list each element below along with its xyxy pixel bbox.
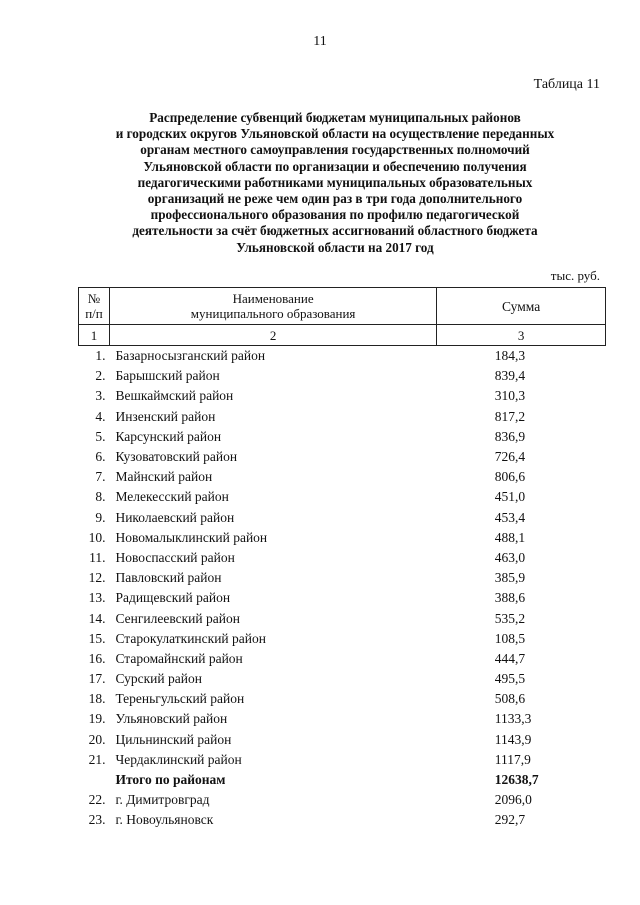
- row-number: 3.: [95, 388, 106, 404]
- header-num-line1: №: [87, 291, 101, 306]
- table-row: [79, 669, 606, 689]
- row-number: 6.: [95, 449, 106, 465]
- title-line: профессионального образования по профилю педагогической: [150, 207, 520, 223]
- row-number: 15.: [88, 630, 106, 646]
- page-number: 11: [313, 34, 327, 49]
- row-value: 836,9: [494, 428, 526, 444]
- table-row: [79, 709, 606, 729]
- row-value: 806,6: [494, 469, 526, 485]
- title-line: Распределение субвенций бюджетам муниципальных районов: [149, 110, 521, 125]
- row-name: Тереньгульский район: [115, 691, 245, 707]
- row-value: 2096,0: [494, 792, 532, 808]
- row-number: 14.: [88, 610, 106, 626]
- table-body: [79, 346, 606, 831]
- table-label: Таблица 11: [533, 77, 600, 92]
- row-value: 184,3: [494, 348, 526, 364]
- row-value: 444,7: [494, 650, 526, 666]
- header-name-line1: Наименование: [232, 291, 314, 306]
- row-name: Кузоватовский район: [115, 449, 238, 465]
- row-name: Сенгилеевский район: [115, 610, 240, 626]
- title-line: органам местного самоуправления государственных полномочий: [140, 142, 530, 158]
- row-number: 16.: [88, 650, 106, 666]
- header-row: [79, 288, 606, 325]
- table-row: [79, 366, 606, 386]
- table-row: [79, 790, 606, 810]
- row-value: 310,3: [494, 388, 526, 404]
- total-row: [79, 770, 606, 790]
- row-number: 8.: [95, 489, 106, 505]
- row-name: Инзенский район: [115, 408, 216, 424]
- row-name: Павловский район: [115, 570, 222, 586]
- row-value: 463,0: [494, 549, 526, 565]
- row-value: 817,2: [494, 408, 526, 424]
- row-value: 292,7: [494, 812, 526, 828]
- table-row: [79, 629, 606, 649]
- row-value: 488,1: [494, 529, 526, 545]
- header-name: [109, 288, 436, 325]
- row-value: 535,2: [494, 610, 526, 626]
- table-row: [79, 447, 606, 467]
- row-value: 385,9: [494, 570, 526, 586]
- row-name: Старомайнский район: [115, 650, 243, 666]
- row-value: 495,5: [494, 671, 526, 687]
- row-number: 7.: [95, 469, 106, 485]
- row-value: 839,4: [494, 368, 526, 384]
- table-row: [79, 467, 606, 487]
- table-row: [79, 730, 606, 750]
- row-value: 1143,9: [494, 731, 532, 747]
- row-name: г. Димитровград: [115, 792, 210, 808]
- title-line: деятельности за счёт бюджетных ассигнований областного бюджета: [132, 223, 538, 239]
- header-sum: Сумма: [437, 288, 606, 325]
- table-row: [79, 588, 606, 608]
- row-number: 5.: [95, 428, 106, 444]
- row-value: 12638,7: [494, 772, 539, 788]
- table-row: [79, 386, 606, 406]
- row-number: 18.: [88, 691, 106, 707]
- table-row: [79, 548, 606, 568]
- row-name: Мелекесский район: [115, 489, 229, 505]
- row-name: Ульяновский район: [115, 711, 228, 727]
- row-number: 19.: [88, 711, 106, 727]
- row-name: Карсунский район: [115, 428, 222, 444]
- table-row: [79, 407, 606, 427]
- title-line: организаций не реже чем один раз в три года дополнительного: [147, 191, 523, 207]
- row-number: 9.: [95, 509, 106, 525]
- column-number: 3: [437, 325, 606, 346]
- row-name: Майнский район: [115, 469, 213, 485]
- table-row: [79, 568, 606, 588]
- row-number: 10.: [88, 529, 106, 545]
- row-value: 453,4: [494, 509, 526, 525]
- title-line: и городских округов Ульяновской области на осуществление переданных: [115, 126, 555, 142]
- table-row: [79, 487, 606, 507]
- row-number: 4.: [95, 408, 106, 424]
- row-name: Итого по районам: [115, 772, 226, 788]
- row-value: 108,5: [494, 630, 526, 646]
- document-title: [70, 110, 600, 256]
- table-row: [79, 649, 606, 669]
- row-name: Базарносызганский район: [115, 348, 266, 364]
- row-number: 11.: [89, 549, 106, 565]
- row-value: 388,6: [494, 590, 526, 606]
- row-number: 20.: [88, 731, 106, 747]
- row-number: 13.: [88, 590, 106, 606]
- table-row: [79, 750, 606, 770]
- header-num: [79, 288, 110, 325]
- table-row: [79, 346, 606, 367]
- row-number: 22.: [88, 792, 106, 808]
- row-name: Вешкаймский район: [115, 388, 234, 404]
- row-name: Радищевский район: [115, 590, 231, 606]
- row-value: 451,0: [494, 489, 526, 505]
- row-name: г. Новоульяновск: [115, 812, 214, 828]
- column-number-row: [79, 325, 606, 346]
- header-num-line2: п/п: [85, 306, 103, 321]
- table-row: [79, 689, 606, 709]
- row-number: 21.: [88, 751, 106, 767]
- title-line: Ульяновской области на 2017 год: [236, 239, 434, 255]
- table-row: [79, 427, 606, 447]
- row-number: 12.: [88, 570, 106, 586]
- table-row: [79, 508, 606, 528]
- row-value: 1117,9: [494, 751, 531, 767]
- title-line: педагогическими работниками муниципальных образовательных: [137, 174, 533, 190]
- table-row: [79, 528, 606, 548]
- row-name: Сурский район: [115, 671, 202, 687]
- title-line: Ульяновской области по организации и обеспечению получения: [143, 158, 527, 174]
- row-name: Цильнинский район: [115, 731, 232, 747]
- row-number: 17.: [88, 671, 106, 687]
- column-number: 1: [79, 325, 110, 346]
- row-value: 508,6: [494, 691, 526, 707]
- column-number: 2: [109, 325, 436, 346]
- row-number: 1.: [95, 348, 106, 364]
- header-name-line2: муниципального образования: [190, 306, 356, 321]
- row-name: Николаевский район: [115, 509, 235, 525]
- units-label: тыс. руб.: [550, 268, 600, 283]
- row-number: 2.: [95, 368, 106, 384]
- row-name: Старокулаткинский район: [115, 630, 266, 646]
- table-row: [79, 810, 606, 830]
- row-name: Барышский район: [115, 368, 220, 384]
- row-name: Чердаклинский район: [115, 751, 242, 767]
- subvention-table: [78, 287, 606, 831]
- row-name: Новоспасский район: [115, 549, 235, 565]
- table-row: [79, 608, 606, 628]
- row-name: Новомалыклинский район: [115, 529, 268, 545]
- row-value: 1133,3: [494, 711, 532, 727]
- row-value: 726,4: [494, 449, 526, 465]
- row-number: 23.: [88, 812, 106, 828]
- row-number: [79, 770, 110, 790]
